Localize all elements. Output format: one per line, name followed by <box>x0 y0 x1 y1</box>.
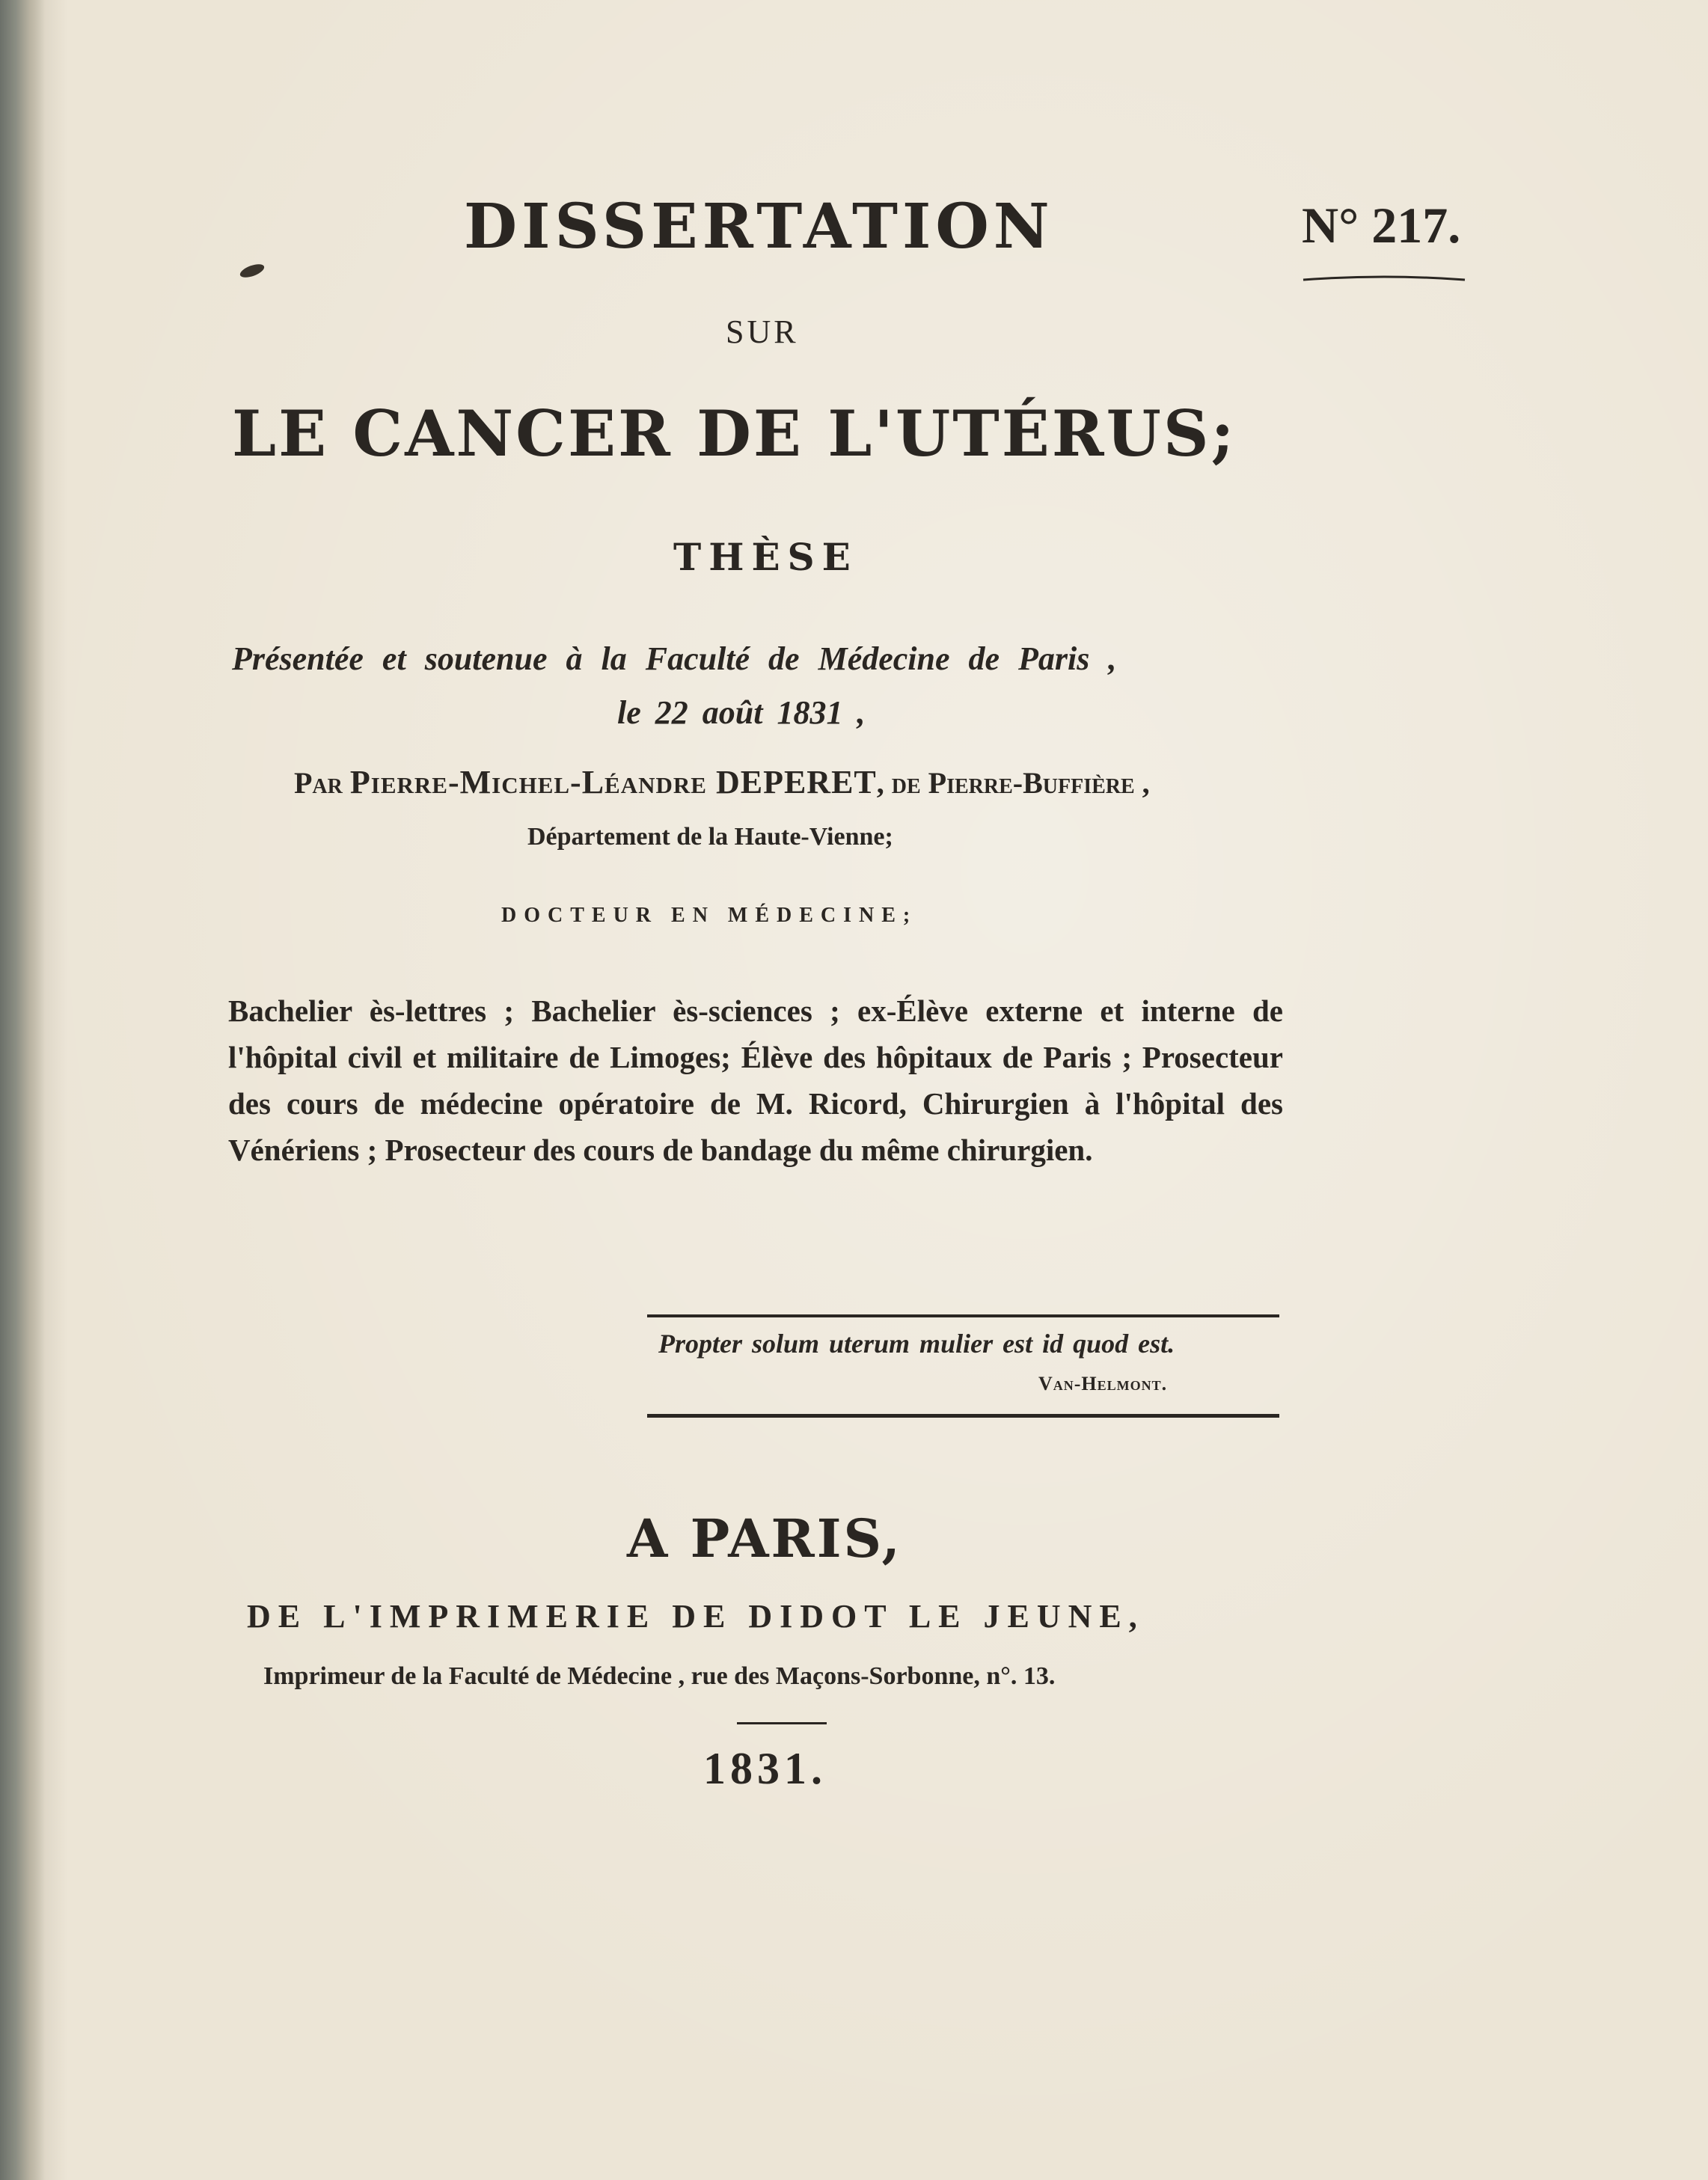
epigraph-bottom-rule <box>647 1414 1279 1418</box>
title-connector: SUR <box>726 313 799 350</box>
defense-date: le 22 août 1831 , <box>617 694 866 731</box>
number-underline <box>1302 275 1466 283</box>
these-heading: THÈSE <box>673 535 858 579</box>
epigraph-top-rule <box>647 1314 1279 1317</box>
ink-blot <box>239 262 266 281</box>
epigraph-author: Van-Helmont. <box>1038 1373 1168 1394</box>
author-origin: , de Pierre-Buffière , <box>876 766 1150 800</box>
printer-name: DE L'IMPRIMERIE DE DIDOT LE JEUNE, <box>247 1598 1145 1635</box>
presentation-line: Présentée et soutenue à la Faculté de Médecine de Paris , <box>232 640 1117 677</box>
year-rule <box>737 1722 827 1724</box>
author-credentials: Bachelier ès-lettres ; Bachelier ès-sciences ; ex-Élève externe et interne de l'hôpital civil et militaire de Limoges; Élève des hôpitaux de Paris ; Prosecteur des cours de médecine opératoire de M. Ricord, Chirurgien à l'hôpital des Vénériens ; Prosecteur des cours de bandage du même chirurgien. <box>228 993 1283 1167</box>
publication-city: A PARIS, <box>627 1507 902 1570</box>
book-binding-edge <box>0 0 45 2180</box>
epigraph-quote: Propter solum uterum mulier est id quod est. <box>658 1329 1175 1359</box>
document-number: N° 217. <box>1302 197 1461 254</box>
author-name: Pierre-Michel-Léandre DEPERET <box>349 764 877 800</box>
author-line <box>294 763 1150 801</box>
printer-address: Imprimeur de la Faculté de Médecine , rue des Maçons-Sorbonne, n°. 13. <box>263 1662 1056 1690</box>
dissertation-subject: LE CANCER DE L'UTÉRUS; <box>232 396 1237 471</box>
publication-year: 1831. <box>703 1744 827 1793</box>
author-department: Département de la Haute-Vienne; <box>527 823 893 851</box>
author-prefix: Par <box>294 766 343 800</box>
degree-heading: DOCTEUR EN MÉDECINE; <box>501 904 918 927</box>
document-title: DISSERTATION <box>464 191 1054 263</box>
